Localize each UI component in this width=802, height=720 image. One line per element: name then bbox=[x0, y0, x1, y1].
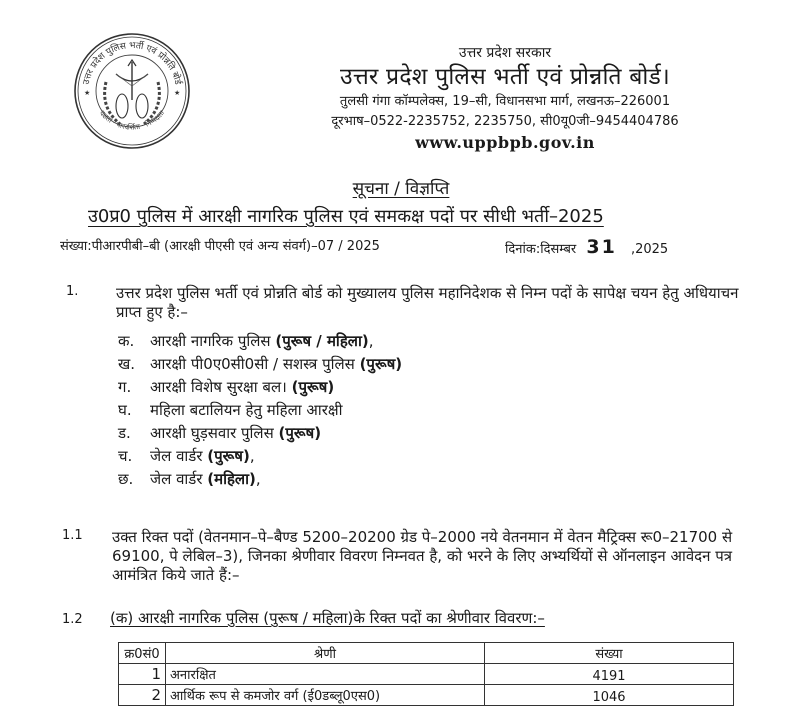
list-item bbox=[118, 330, 402, 353]
board-address: तुलसी गंगा कॉम्पलेक्स, 19–सी, विधानसभा मार्ग, लखनऊ–226001 bbox=[339, 94, 671, 109]
list-item bbox=[118, 468, 402, 491]
government-name: उत्तर प्रदेश सरकार bbox=[458, 45, 552, 61]
category-vacancy-table bbox=[118, 642, 734, 706]
reference-line bbox=[60, 236, 760, 258]
column-header-serial: क्र0सं0 bbox=[119, 643, 166, 664]
section-heading: (क) आरक्षी नागरिक पुलिस (पुरूष / महिला)के रिक्त पदों का श्रेणीवार विवरण:– bbox=[110, 609, 545, 627]
document-title: उ0प्र0 पुलिस में आरक्षी नागरिक पुलिस एवं समकक्ष पदों पर सीधी भर्ती–2025 bbox=[88, 206, 604, 227]
item-label: ड. bbox=[118, 424, 131, 442]
board-name: उत्तर प्रदेश पुलिस भर्ती एवं प्रोन्नति बोर्ड। bbox=[340, 64, 670, 90]
date-day: 31 bbox=[586, 236, 617, 258]
item-label: क. bbox=[118, 332, 135, 350]
reference-number: संख्या:पीआरपीबी–बी (आरक्षी पीएसी एवं अन्य संवर्ग)–07 / 2025 bbox=[60, 239, 380, 254]
section-number: 1.2 bbox=[62, 612, 83, 627]
item-text: जेल वार्डर bbox=[150, 470, 203, 488]
paragraph-number: 1.1 bbox=[62, 528, 83, 543]
cell-count: 1046 bbox=[485, 685, 734, 706]
item-text: आरक्षी घुड़सवार पुलिस bbox=[150, 424, 274, 442]
cell-category: अनारक्षित bbox=[166, 664, 485, 685]
paragraph-number: 1. bbox=[66, 284, 79, 299]
item-text: आरक्षी विशेष सुरक्षा बल। bbox=[150, 378, 287, 396]
item-label: छ. bbox=[118, 470, 134, 488]
item-suffix: , bbox=[255, 470, 261, 488]
paragraph-text: उत्तर प्रदेश पुलिस भर्ती एवं प्रोन्नति बोर्ड को मुख्यालय पुलिस महानिदेशक से निम्न पदों के सापेक्ष चयन हेतु अधियाचन प्राप्त हुए है:– bbox=[116, 284, 739, 321]
cell-count: 4191 bbox=[485, 664, 734, 685]
notice-label: सूचना / विज्ञप्ति bbox=[352, 179, 450, 199]
item-gender: (पुरूष) bbox=[278, 424, 322, 442]
letterhead bbox=[290, 44, 720, 154]
table-row bbox=[119, 664, 734, 685]
cell-serial: 1 bbox=[119, 664, 166, 685]
item-label: ग. bbox=[118, 378, 132, 396]
post-list bbox=[118, 330, 402, 491]
list-item bbox=[118, 422, 402, 445]
table-header-row bbox=[119, 643, 734, 664]
reference-date bbox=[505, 236, 668, 258]
board-phone: दूरभाष–0522-2235752, 2235750, सी0यू0जी–9454404786 bbox=[331, 114, 679, 129]
section-1-2 bbox=[62, 608, 545, 628]
item-text: आरक्षी पी0ए0सी0सी / सशस्त्र पुलिस bbox=[150, 355, 355, 373]
cell-serial: 2 bbox=[119, 685, 166, 706]
item-text: आरक्षी नागरिक पुलिस bbox=[150, 332, 271, 350]
list-item bbox=[118, 376, 402, 399]
svg-text:दक्षता · पारदर्शिता · निष्पक्ष: दक्षता · पारदर्शिता · निष्पक्षता bbox=[97, 109, 167, 132]
column-header-category: श्रेणी bbox=[166, 643, 485, 664]
item-gender: (पुरूष) bbox=[291, 378, 335, 396]
board-seal-logo bbox=[72, 30, 192, 152]
item-text: महिला बटालियन हेतु महिला आरक्षी bbox=[150, 401, 343, 419]
table-row bbox=[119, 685, 734, 706]
item-gender: (पुरूष / महिला) bbox=[275, 332, 369, 350]
notice-label-wrap bbox=[0, 176, 802, 199]
list-item bbox=[118, 399, 402, 422]
item-label: घ. bbox=[118, 401, 132, 419]
svg-text:★: ★ bbox=[84, 89, 91, 97]
list-item bbox=[118, 445, 402, 468]
board-website-link[interactable]: www.uppbpb.gov.in bbox=[415, 133, 595, 152]
item-gender: (महिला) bbox=[207, 470, 256, 488]
column-header-count: संख्या bbox=[485, 643, 734, 664]
cell-category: आर्थिक रूप से कमजोर वर्ग (ई0डब्लू0एस0) bbox=[166, 685, 485, 706]
svg-text:उत्तर प्रदेश पुलिस भर्ती एवं प: उत्तर प्रदेश पुलिस भर्ती एवं प्रोन्नति बोर्ड bbox=[81, 40, 183, 86]
item-text: जेल वार्डर bbox=[150, 447, 203, 465]
date-year: ,2025 bbox=[630, 242, 669, 257]
item-label: ख. bbox=[118, 355, 136, 373]
date-label: दिनांक:दिसम्बर bbox=[505, 242, 577, 257]
item-suffix: , bbox=[249, 447, 255, 465]
svg-text:★: ★ bbox=[174, 89, 181, 97]
item-suffix: , bbox=[368, 332, 374, 350]
item-gender: (पुरूष) bbox=[359, 355, 403, 373]
paragraph-text: उक्त रिक्त पदों (वेतनमान–पे–बैण्ड 5200–20200 ग्रेड पे–2000 नये वेतनमान में वेतन मैट्रिक्स रू0–21700 से 69100, पे लेबिल–3), जिनका श्रेणीवार विवरण निम्नवत है, को भरने के लिए अभ्यर्थियों से ऑनलाइन आवेदन पत्र आमंत्रित किये जाते हैं:– bbox=[112, 528, 733, 584]
item-gender: (पुरूष) bbox=[207, 447, 250, 465]
item-label: च. bbox=[118, 447, 133, 465]
list-item bbox=[118, 353, 402, 376]
